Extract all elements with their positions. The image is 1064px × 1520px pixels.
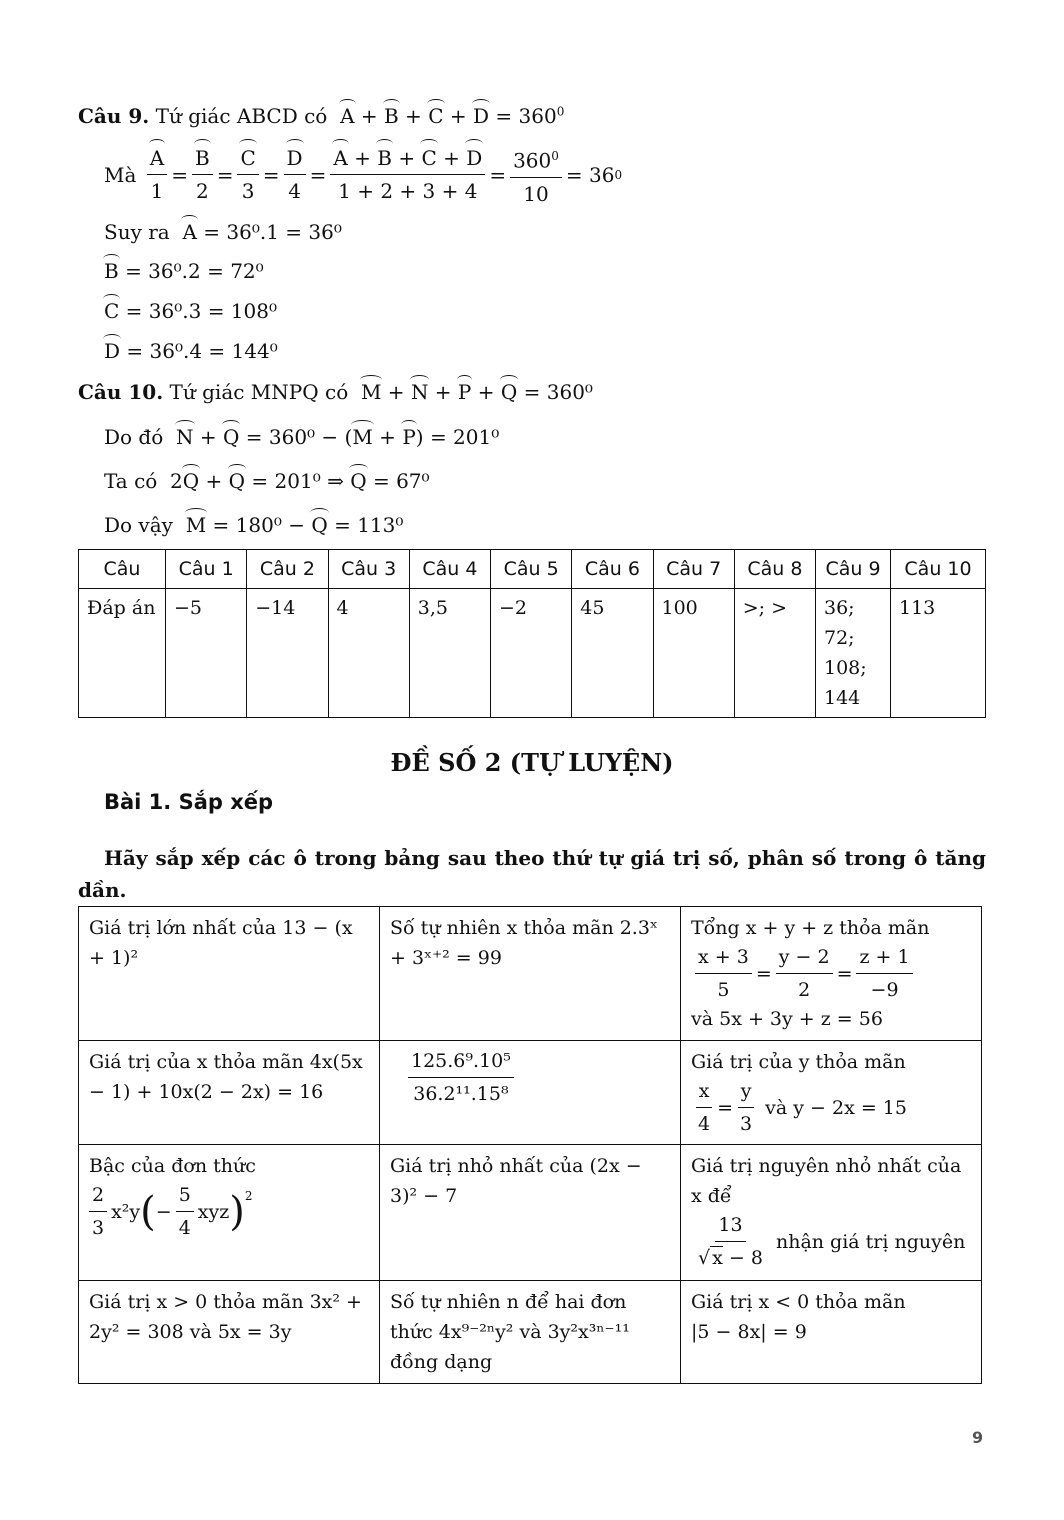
frac <box>89 1181 107 1242</box>
grid-row <box>79 907 982 1041</box>
answer-cell: >; > <box>734 589 815 718</box>
frac <box>856 943 912 1004</box>
grid-cell <box>380 1145 681 1281</box>
den: 3 <box>740 1113 753 1135</box>
header-cell: Câu <box>79 550 166 589</box>
sol9-text: Tứ giác ABCD có <box>155 104 328 128</box>
sol9-d <box>104 339 278 363</box>
num: x <box>696 1077 713 1108</box>
answer-cell: −2 <box>491 589 572 718</box>
angle-b: B <box>194 146 210 171</box>
num: 125.6⁹.10⁵ <box>408 1047 514 1078</box>
frac <box>695 1211 766 1272</box>
answer-header-row <box>79 550 986 589</box>
den: −9 <box>870 979 899 1001</box>
angle-d: D <box>286 146 303 171</box>
header-cell: Câu 3 <box>328 550 409 589</box>
den: 4 <box>178 1217 191 1239</box>
angle-d: D <box>472 104 490 128</box>
den: 4 <box>288 179 301 204</box>
cell-text: x²y <box>111 1200 141 1223</box>
angle-n: N <box>176 425 194 449</box>
sol9-eq: = 360 <box>495 104 557 128</box>
exponent: 2 <box>244 1189 253 1203</box>
sup: 0 <box>556 104 565 119</box>
do-vay-rest: = 180⁰ − <box>212 513 305 537</box>
answer-cell: −5 <box>166 589 247 718</box>
cell-text: và y − 2x = 15 <box>765 1096 907 1119</box>
frac-d <box>284 144 306 205</box>
den: 3 <box>92 1217 105 1239</box>
answer-cell: 3,5 <box>409 589 490 718</box>
answer-cell: 100 <box>653 589 734 718</box>
angle-q: Q <box>311 513 328 537</box>
frac <box>176 1181 194 1242</box>
cell-text: Giá trị lớn nhất của 13 − (x + 1)² <box>89 917 353 969</box>
sol9-b <box>104 259 264 283</box>
header-cell: Câu 8 <box>734 550 815 589</box>
grid-cell <box>681 907 982 1041</box>
grid-row <box>79 1041 982 1145</box>
answer-cell: 113 <box>891 589 986 718</box>
den: 5 <box>717 979 730 1001</box>
grid-cell <box>79 1145 380 1281</box>
sup: 0 <box>551 149 559 163</box>
sol9-a <box>104 220 342 244</box>
cell-text: Tổng x + y + z thỏa mãn <box>691 917 930 939</box>
cell-text: và 5x + 3y + z = 56 <box>691 1008 883 1030</box>
sol10-text: Tứ giác MNPQ có <box>169 380 349 404</box>
d-value: = 36⁰.4 = 144⁰ <box>126 339 278 363</box>
den: 10 <box>523 181 549 206</box>
angle-c: C <box>428 104 444 128</box>
frac <box>695 943 752 1004</box>
angle-d: D <box>466 146 483 171</box>
cell-text: |5 − 8x| = 9 <box>691 1321 807 1343</box>
den: 4 <box>698 1113 711 1135</box>
angle-m: M <box>352 425 373 449</box>
angle-q: Q <box>228 469 246 493</box>
sol10-line1: Câu 10. Tứ giác MNPQ có M + N + P + Q = 360⁰ <box>78 380 593 404</box>
sol10-label: Câu 10. <box>78 380 164 404</box>
angle-b: B <box>377 146 392 171</box>
num: 13 <box>715 1211 745 1242</box>
cell-text: Giá trị của y thỏa mãn <box>691 1051 906 1073</box>
grid-cell <box>380 1281 681 1384</box>
r3c1-expression: $\frac{2}{3}$ x²y ( − $\frac{5}{4}$ xyz ) $^2$ <box>89 1181 369 1242</box>
frac-sum: $\frac{A + B + C + D}{1 + 2 + 3 + 4}$ <box>330 144 485 205</box>
sup: 0 <box>614 167 623 182</box>
answer-cell: 36; 72; 108; 144 <box>816 589 891 718</box>
header-cell: Câu 9 <box>816 550 891 589</box>
angle-d: D <box>104 339 121 363</box>
header-cell: Câu 4 <box>409 550 490 589</box>
num: x + 3 <box>695 943 752 974</box>
answer-table <box>78 549 986 718</box>
a-value: = 36⁰.1 = 36⁰ <box>203 220 342 244</box>
suy-ra: Suy ra <box>104 220 170 244</box>
angle-n: N <box>410 380 429 404</box>
angle-b: B <box>104 259 119 283</box>
sol9-label: Câu 9. <box>78 104 150 128</box>
den-rest: − 8 <box>728 1247 763 1269</box>
b-value: = 36⁰.2 = 72⁰ <box>125 259 264 283</box>
den: 1 <box>150 179 164 204</box>
angle-c: C <box>421 146 437 171</box>
den: 2 <box>195 179 209 204</box>
cell-text: Giá trị nhỏ nhất của (2x − 3)² − 7 <box>390 1155 642 1207</box>
ta-co-mid: = 201⁰ ⇒ <box>251 469 344 493</box>
num: 360 <box>513 148 552 173</box>
grid-cell <box>79 1041 380 1145</box>
cell-text: Bậc của đơn thức <box>89 1155 256 1177</box>
cell-text: Số tự nhiên x thỏa mãn 2.3ˣ + 3ˣ⁺² = 99 <box>390 917 658 969</box>
den: 3 <box>241 179 255 204</box>
do-vay: Do vậy <box>104 513 173 537</box>
header-cell: Câu 5 <box>491 550 572 589</box>
grid-row <box>79 1145 982 1281</box>
res36: = 36 <box>565 162 615 187</box>
den: 1 + 2 + 3 + 4 <box>338 179 478 204</box>
cell-text: Số tự nhiên n để hai đơn thức 4x⁹⁻²ⁿy² và 3y²x³ⁿ⁻¹¹ đồng dạng <box>390 1291 630 1373</box>
angle-p: P <box>457 380 472 404</box>
header-cell: Câu 10 <box>891 550 986 589</box>
cell-text: nhận giá trị nguyên <box>775 1230 966 1253</box>
do-do: Do đó <box>104 425 164 449</box>
num: 5 <box>176 1181 194 1212</box>
sol10-line2: Do đó N + Q = 360⁰ − (M + P) = 201⁰ <box>104 425 500 449</box>
answer-cell: 4 <box>328 589 409 718</box>
num: z + 1 <box>856 943 912 974</box>
angle-c: C <box>240 146 256 171</box>
angle-q: Q <box>350 469 367 493</box>
answer-row <box>79 589 986 718</box>
frac-360-10 <box>510 142 562 208</box>
angle-c: C <box>104 299 120 323</box>
answer-cell: −14 <box>247 589 328 718</box>
r1c3-fractions: $\frac{x + 3}{5}$ = $\frac{y - 2}{2}$ = $\frac{z + 1}{-9}$ <box>691 943 971 1004</box>
frac-a <box>147 144 167 205</box>
grid-cell <box>79 1281 380 1384</box>
angle-a: A <box>333 146 348 171</box>
angle-q: Q <box>182 469 200 493</box>
angle-m: M <box>360 380 382 404</box>
r2c3-fractions: $\frac{x}{4}$ = $\frac{y}{3}$ và y − 2x = 15 <box>691 1077 971 1138</box>
paren-open: ( <box>140 1188 156 1235</box>
angle-a: A <box>182 220 197 244</box>
cell-text: Giá trị x > 0 thỏa mãn 3x² + 2y² = 308 và 5x = 3y <box>89 1291 362 1343</box>
do-vay-end: = 113⁰ <box>334 513 404 537</box>
header-cell: Câu 6 <box>572 550 653 589</box>
angle-q: Q <box>500 380 518 404</box>
header-cell: Câu 7 <box>653 550 734 589</box>
cell-text: xyz <box>197 1200 230 1223</box>
frac <box>737 1077 755 1138</box>
cell-text: Giá trị nguyên nhỏ nhất của x để <box>691 1155 962 1207</box>
header-cell: Câu 2 <box>247 550 328 589</box>
ma-label: Mà <box>104 162 137 187</box>
c-value: = 36⁰.3 = 108⁰ <box>125 299 277 323</box>
den: 2 <box>798 979 811 1001</box>
grid-cell <box>681 1145 982 1281</box>
answer-cell: 45 <box>572 589 653 718</box>
sol9-c <box>104 299 277 323</box>
frac <box>776 943 833 1004</box>
num: y − 2 <box>776 943 833 974</box>
ta-co: Ta có <box>104 469 158 493</box>
do-do-end: ) = 201⁰ <box>415 425 500 449</box>
header-cell: Câu 1 <box>166 550 247 589</box>
do-do-rest: = 360⁰ − ( <box>245 425 353 449</box>
frac <box>695 1077 713 1138</box>
bai1-title: Bài 1. Sắp xếp <box>104 790 274 814</box>
sort-grid <box>78 906 982 1384</box>
cell-text: Giá trị x < 0 thỏa mãn <box>691 1291 906 1313</box>
bai1-instruction: Hãy sắp xếp các ô trong bảng sau theo thứ tự giá trị số, phân số trong ô tăng dần. <box>78 846 986 902</box>
grid-cell <box>681 1281 982 1384</box>
sol9-proportion: Mà $\frac{A}{1}$ = $\frac{B}{2}$ = $\frac{C}{3}$ = $\frac{D}{4}$ = $\frac{A + B + C + D}{1 + 2 + 3 + 4}$ = $\frac{360^0}{10}$ = 36 0 <box>104 142 622 208</box>
sol10-line4 <box>104 513 403 537</box>
num: y <box>738 1077 755 1108</box>
frac-b <box>192 144 213 205</box>
num: 2 <box>89 1181 107 1212</box>
sol9-line1: Câu 9. Tứ giác ABCD có $A + B + C + D = 360^0$ <box>78 104 565 128</box>
frac-c <box>237 144 258 205</box>
angle-a: A <box>149 146 165 171</box>
answer-row-label: Đáp án <box>79 589 166 718</box>
den: √ x − 8 <box>698 1247 763 1269</box>
grid-cell <box>380 1041 681 1145</box>
section-title: ĐỀ SỐ 2 (TỰ LUYỆN) <box>390 748 674 777</box>
paren-close: ) <box>229 1188 245 1235</box>
angle-b: B <box>384 104 399 128</box>
sol10-line3: Ta có 2Q + Q = 201⁰ ⇒ Q = 67⁰ <box>104 469 430 493</box>
grid-row <box>79 1281 982 1384</box>
frac <box>408 1047 514 1108</box>
page-number: 9 <box>972 1428 984 1447</box>
den: 36.2¹¹.15⁸ <box>413 1083 509 1105</box>
angle-m: M <box>185 513 207 537</box>
eq360: = 360⁰ <box>523 380 593 404</box>
ta-co-end: = 67⁰ <box>372 469 430 493</box>
grid-cell <box>79 907 380 1041</box>
grid-cell <box>681 1041 982 1145</box>
r3c3-fraction <box>691 1211 971 1272</box>
cell-text: Giá trị của x thỏa mãn 4x(5x − 1) + 10x(2 − 2x) = 16 <box>89 1051 363 1103</box>
angle-p: P <box>402 425 416 449</box>
angle-a: A <box>340 104 355 128</box>
angle-q: Q <box>222 425 240 449</box>
grid-cell <box>380 907 681 1041</box>
